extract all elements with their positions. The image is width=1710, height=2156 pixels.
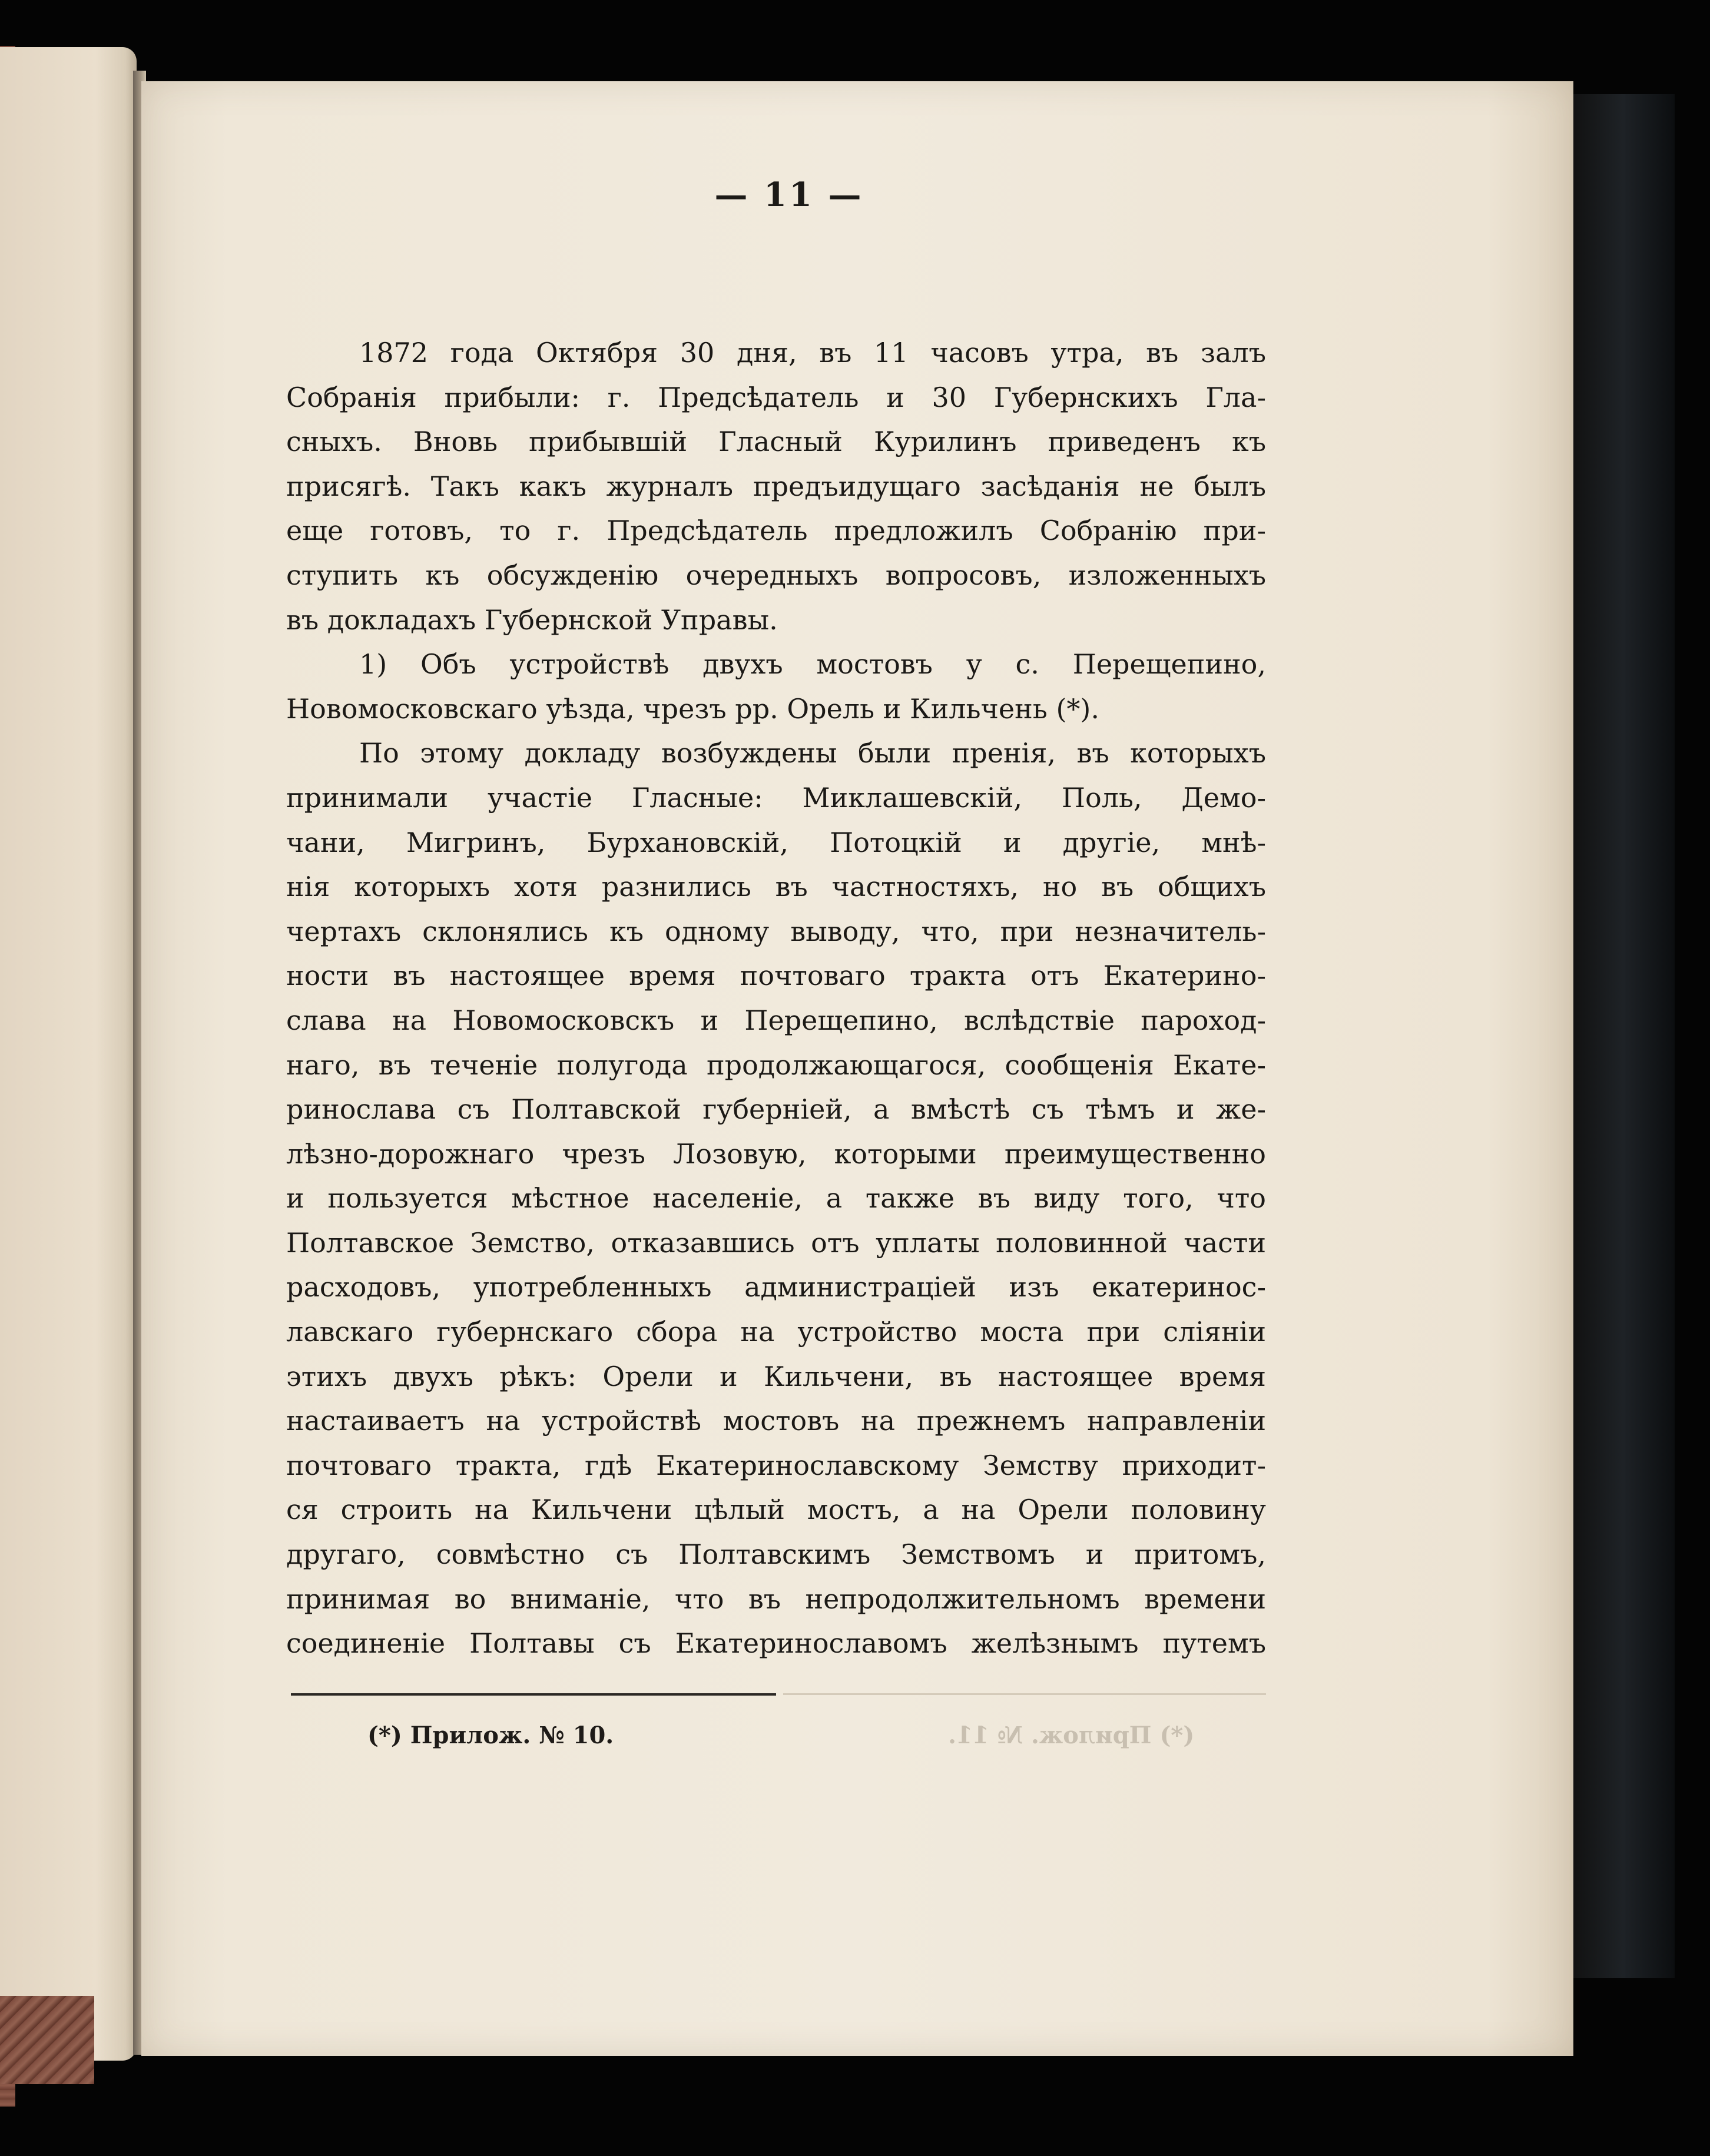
text-line: чани, Мигринъ, Бурхановскій, Потоцкій и другіе, мнѣ-: [286, 826, 1266, 858]
previous-page-edge: [0, 47, 137, 2061]
show-through-footnote: (*) Прилож. № 11.: [948, 1722, 1195, 1749]
show-through-rule: [783, 1693, 1266, 1695]
text-line: наго, въ теченіе полугода продолжающагося, сообщенія Екате-: [286, 1049, 1266, 1081]
text-line: ринослава съ Полтавской губерніей, а вмѣстѣ съ тѣмъ и же-: [286, 1093, 1266, 1126]
footnote: (*) Прилож. № 10.: [367, 1722, 614, 1749]
text-line: Полтавское Земство, отказавшись отъ уплаты половинной части: [286, 1226, 1266, 1259]
text-line: сныхъ. Вновь прибывшій Гласный Курилинъ приведенъ къ: [286, 426, 1266, 458]
text-line: лавскаго губернскаго сбора на устройство моста при сліяніи: [286, 1316, 1266, 1348]
page-body-text: [286, 331, 1266, 1666]
text-line: еще готовъ, то г. Предсѣдатель предложилъ Собранію при-: [286, 515, 1266, 547]
text-line: лѣзно-дорожнаго чрезъ Лозовую, которыми преимущественно: [286, 1137, 1266, 1170]
book-cover-corner: [0, 1996, 94, 2084]
text-line: присягѣ. Такъ какъ журналъ предъидущаго засѣданія не былъ: [286, 470, 1266, 502]
text-line: слава на Новомосковскъ и Перещепино, вслѣдствіе пароход-: [286, 1004, 1266, 1036]
text-line: соединеніе Полтавы съ Екатеринославомъ желѣзнымъ путемъ: [286, 1627, 1266, 1660]
text-line: расходовъ, употребленныхъ администраціей изъ екатеринос-: [286, 1271, 1266, 1303]
text-line: этихъ двухъ рѣкъ: Орели и Кильчени, въ настоящее время: [286, 1360, 1266, 1392]
text-line: и пользуется мѣстное населеніе, а также въ виду того, что: [286, 1182, 1266, 1215]
text-line: Собранія прибыли: г. Предсѣдатель и 30 Губернскихъ Гла-: [286, 381, 1266, 413]
text-line: 1872 года Октября 30 дня, въ 11 часовъ утра, въ залъ: [359, 337, 1266, 369]
text-line: настаиваетъ на устройствѣ мостовъ на прежнемъ направленіи: [286, 1405, 1266, 1437]
text-line: По этому докладу возбуждены были пренія, въ которыхъ: [359, 737, 1266, 769]
text-line: другаго, совмѣстно съ Полтавскимъ Земствомъ и притомъ,: [286, 1538, 1266, 1571]
text-line: 1) Объ устройствѣ двухъ мостовъ у с. Перещепино,: [359, 648, 1266, 681]
page-number: — 11 —: [714, 175, 864, 214]
text-line: нія которыхъ хотя разнились въ частностяхъ, но въ общихъ: [286, 871, 1266, 903]
text-line: принимали участіе Гласные: Миклашевскій, Поль, Демо-: [286, 781, 1266, 814]
footnote-rule: [291, 1693, 776, 1696]
text-line: чертахъ склонялись къ одному выводу, что, при незначитель-: [286, 915, 1266, 947]
text-line: почтоваго тракта, гдѣ Екатеринославскому Земству приходит-: [286, 1449, 1266, 1481]
text-line: ся строить на Кильчени цѣлый мостъ, а на Орели половину: [286, 1494, 1266, 1526]
book-spine-edge: [1571, 94, 1675, 1978]
text-line: въ докладахъ Губернской Управы.: [286, 603, 778, 636]
text-line: принимая во вниманіе, что въ непродолжительномъ времени: [286, 1583, 1266, 1615]
text-line: ности въ настоящее время почтоваго тракта отъ Екатерино-: [286, 960, 1266, 992]
text-line: Новомосковскаго уѣзда, чрезъ рр. Орель и Кильчень (*).: [286, 692, 1099, 725]
text-line: ступить къ обсужденію очередныхъ вопросовъ, изложенныхъ: [286, 559, 1266, 591]
